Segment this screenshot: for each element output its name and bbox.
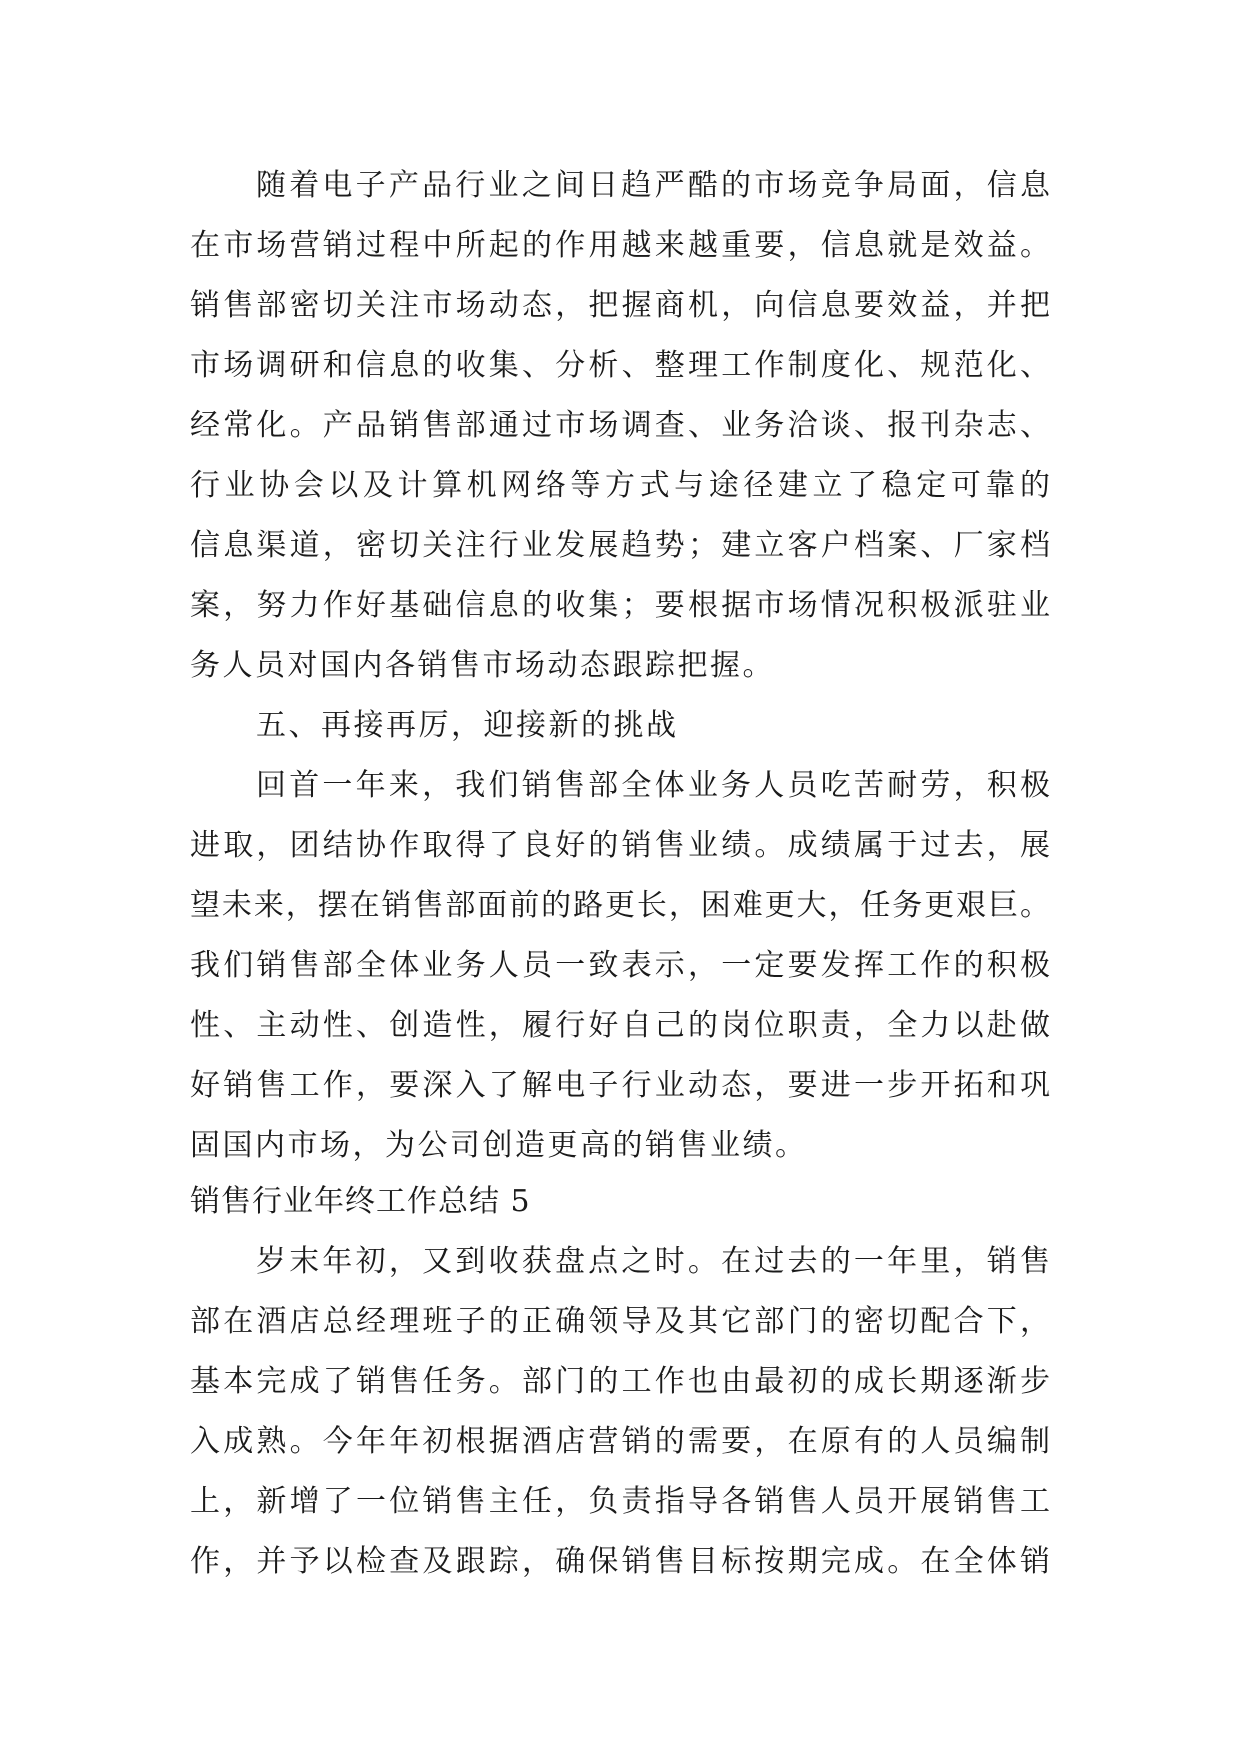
- paragraph-line: 务人员对国内各销售市场动态跟踪把握。: [190, 648, 775, 683]
- section-heading: 五、再接再厉，迎接新的挑战: [256, 708, 679, 743]
- paragraph-line: 我们销售部全体业务人员一致表示，一定要发挥工作的积极: [190, 948, 1050, 983]
- paragraph-line: 市场调研和信息的收集、分析、整理工作制度化、规范化、: [190, 348, 1050, 383]
- paragraph-line: 岁末年初，又到收获盘点之时。在过去的一年里，销售: [256, 1244, 1050, 1279]
- paragraph-line: 上，新增了一位销售主任，负责指导各销售人员开展销售工: [190, 1484, 1050, 1519]
- document-title: 销售行业年终工作总结 5: [190, 1184, 531, 1219]
- paragraph-line: 进取，团结协作取得了良好的销售业绩。成绩属于过去，展: [190, 828, 1050, 863]
- paragraph-line: 回首一年来，我们销售部全体业务人员吃苦耐劳，积极: [256, 768, 1050, 803]
- paragraph-line: 部在酒店总经理班子的正确领导及其它部门的密切配合下，: [190, 1304, 1050, 1339]
- paragraph-line: 经常化。产品销售部通过市场调查、业务洽谈、报刊杂志、: [190, 408, 1050, 443]
- paragraph-line: 信息渠道，密切关注行业发展趋势；建立客户档案、厂家档: [190, 528, 1050, 563]
- paragraph-line: 作，并予以检查及跟踪，确保销售目标按期完成。在全体销: [190, 1544, 1050, 1579]
- paragraph-line: 入成熟。今年年初根据酒店营销的需要，在原有的人员编制: [190, 1424, 1050, 1459]
- paragraph-line: 销售部密切关注市场动态，把握商机，向信息要效益，并把: [190, 288, 1050, 323]
- paragraph-line: 案，努力作好基础信息的收集；要根据市场情况积极派驻业: [190, 588, 1050, 623]
- paragraph-line: 性、主动性、创造性，履行好自己的岗位职责，全力以赴做: [190, 1008, 1050, 1043]
- paragraph-line: 好销售工作，要深入了解电子行业动态，要进一步开拓和巩: [190, 1068, 1050, 1103]
- paragraph-line: 在市场营销过程中所起的作用越来越重要，信息就是效益。: [190, 228, 1050, 263]
- paragraph-line: 望未来，摆在销售部面前的路更长，困难更大，任务更艰巨。: [190, 888, 1050, 923]
- paragraph-line: 固国内市场，为公司创造更高的销售业绩。: [190, 1128, 808, 1163]
- paragraph-line: 随着电子产品行业之间日趋严酷的市场竞争局面，信息: [256, 168, 1050, 203]
- paragraph-line: 行业协会以及计算机网络等方式与途径建立了稳定可靠的: [190, 468, 1050, 503]
- paragraph-line: 基本完成了销售任务。部门的工作也由最初的成长期逐渐步: [190, 1364, 1050, 1399]
